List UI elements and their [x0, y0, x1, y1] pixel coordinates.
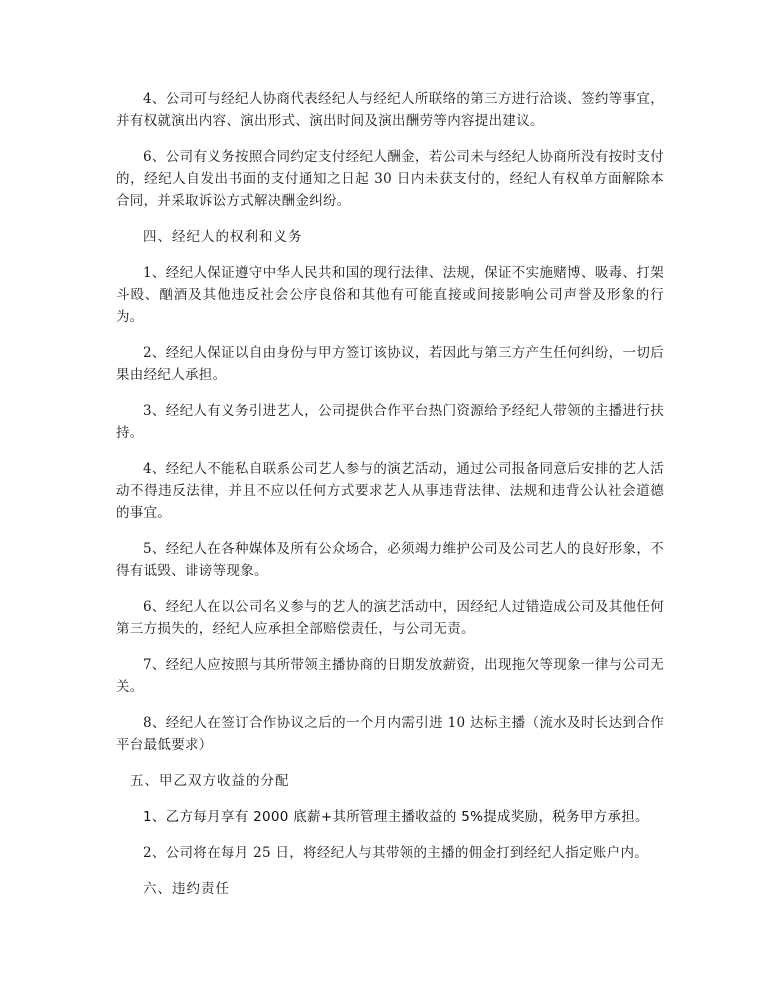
clause-3-4: 4、公司可与经纪人协商代表经纪人与经纪人所联络的第三方进行洽谈、签约等事宜，并有权就演出内容、演出形式、演出时间及演出酬劳等内容提出建议。	[116, 91, 664, 129]
section-six-heading: 六、违约责任	[143, 881, 230, 897]
document-body	[116, 88, 664, 914]
section-four-heading: 四、经纪人的权利和义务	[143, 229, 303, 245]
clause-4-3: 3、经纪人有义务引进艺人，公司提供合作平台热门资源给予经纪人带领的主播进行扶持。	[116, 403, 664, 441]
clause-4-2: 2、经纪人保证以自由身份与甲方签订该协议，若因此与第三方产生任何纠纷，一切后果由经纪人承担。	[116, 345, 664, 383]
clause-4-1: 1、经纪人保证遵守中华人民共和国的现行法律、法规，保证不实施赌博、吸毒、打架斗殴、酗酒及其他违反社会公序良俗和其他有可能直接或间接影响公司声誉及形象的行为。	[116, 265, 664, 325]
clause-5-1: 1、乙方每月享有 2000 底薪+其所管理主播收益的 5%提成奖励，税务甲方承担。	[143, 809, 649, 825]
clause-4-5: 5、经纪人在各种媒体及所有公众场合，必须竭力维护公司及公司艺人的良好形象，不得有诋毁、诽谤等现象。	[116, 541, 664, 579]
clause-4-8: 8、经纪人在签订合作协议之后的一个月内需引进 10 达标主播（流水及时长达到合作平台最低要求）	[116, 715, 664, 753]
section-five-heading: 五、甲乙双方收益的分配	[130, 773, 290, 789]
clause-4-6: 6、经纪人在以公司名义参与的艺人的演艺活动中，因经纪人过错造成公司及其他任何第三方损失的，经纪人应承担全部赔偿责任，与公司无责。	[116, 599, 664, 637]
clause-4-7: 7、经纪人应按照与其所带领主播协商的日期发放薪资，出现拖欠等现象一律与公司无关。	[116, 657, 664, 695]
clause-5-2: 2、公司将在每月 25 日，将经纪人与其带领的主播的佣金打到经纪人指定账户内。	[143, 845, 649, 861]
clause-3-6: 6、公司有义务按照合同约定支付经纪人酬金，若公司未与经纪人协商所没有按时支付的，经纪人自发出书面的支付通知之日起 30 日内未获支付的，经纪人有权单方面解除本合同，并采取诉讼方式解决酬金纠纷。	[116, 149, 664, 209]
clause-4-4: 4、经纪人不能私自联系公司艺人参与的演艺活动，通过公司报备同意后安排的艺人活动不得违反法律，并且不应以任何方式要求艺人从事违背法律、法规和违背公认社会道德的事宜。	[116, 461, 664, 521]
